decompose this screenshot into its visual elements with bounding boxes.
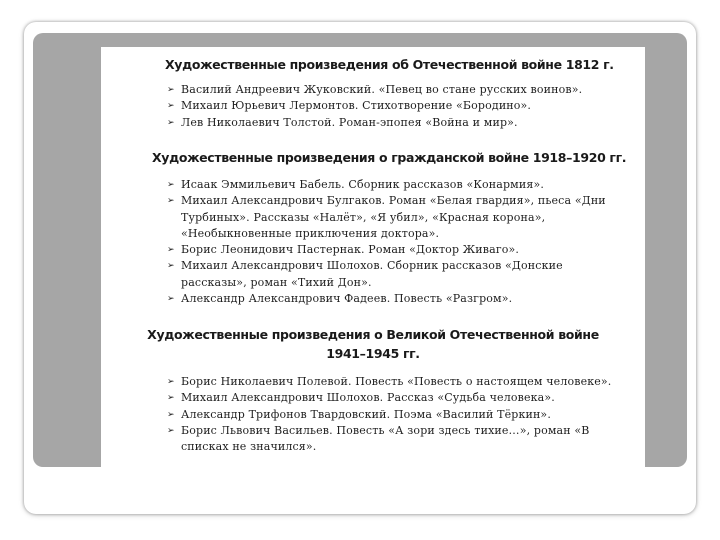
list-item <box>101 258 645 291</box>
section-civil-war <box>101 149 645 307</box>
list-item <box>101 423 645 456</box>
list-item-text: Александр Александрович Фадеев. Повесть «Разгром». <box>181 292 513 306</box>
list-item-text: Михаил Александрович Шолохов. Сборник рассказов «Донские рассказы», роман «Тихий Дон». <box>181 259 563 289</box>
arrow-bullet-icon: ➢ <box>167 425 175 436</box>
list-item <box>101 291 645 307</box>
works-list <box>101 177 645 307</box>
list-item-text: Борис Львович Васильев. Повесть «А зори здесь тихие…», роман «В списках не значился». <box>181 423 590 454</box>
arrow-bullet-icon: ➢ <box>167 409 175 420</box>
arrow-bullet-icon: ➢ <box>167 393 175 404</box>
list-item <box>101 115 645 131</box>
list-item <box>101 242 645 258</box>
list-item-text: Борис Николаевич Полевой. Повесть «Повесть о настоящем человеке». <box>181 375 612 388</box>
arrow-bullet-icon: ➢ <box>167 377 175 387</box>
section-title-line-1: Художественные произведения о Великой Отечественной войне <box>147 327 599 342</box>
arrow-bullet-icon: ➢ <box>167 101 175 112</box>
list-item-text: Лев Николаевич Толстой. Роман-эпопея «Война и мир». <box>181 115 518 129</box>
arrow-bullet-icon: ➢ <box>167 196 175 207</box>
list-item <box>101 193 645 242</box>
list-item-text: Василий Андреевич Жуковский. «Певец во стане русских воинов». <box>181 83 583 96</box>
list-item <box>101 177 645 193</box>
arrow-bullet-icon: ➢ <box>167 117 175 128</box>
works-list <box>101 374 645 455</box>
section-1812 <box>101 56 645 131</box>
document-page <box>101 47 645 467</box>
section-great-patriotic-war <box>101 325 645 455</box>
list-item-text: Михаил Александрович Булгаков. Роман «Белая гвардия», пьеса «Дни Турбиных». Рассказы «Налёт», «Я убил», «Красная корона», «Необыкновенные приключения доктора». <box>181 194 606 240</box>
section-title: Художественные произведения о гражданской войне 1918–1920 гг. <box>152 150 627 165</box>
list-item-text: Борис Леонидович Пастернак. Роман «Доктор Живаго». <box>181 243 520 257</box>
works-list <box>101 82 645 131</box>
list-item <box>101 390 645 406</box>
section-title-line-2: 1941–1945 гг. <box>326 346 420 361</box>
list-item <box>101 98 645 114</box>
list-item-text: Михаил Юрьевич Лермонтов. Стихотворение «Бородино». <box>181 99 532 113</box>
arrow-bullet-icon: ➢ <box>167 180 175 190</box>
arrow-bullet-icon: ➢ <box>167 85 175 95</box>
list-item-text: Исаак Эммильевич Бабель. Сборник рассказов «Конармия». <box>181 178 544 191</box>
list-item-text: Михаил Александрович Шолохов. Рассказ «Судьба человека». <box>181 391 555 405</box>
list-item <box>101 374 645 390</box>
list-item-text: Александр Трифонов Твардовский. Поэма «Василий Тёркин». <box>181 407 551 421</box>
list-item <box>101 407 645 423</box>
arrow-bullet-icon: ➢ <box>167 245 175 256</box>
list-item <box>101 82 645 98</box>
arrow-bullet-icon: ➢ <box>167 261 175 272</box>
arrow-bullet-icon: ➢ <box>167 294 175 305</box>
section-title: Художественные произведения об Отечественной войне 1812 г. <box>165 57 614 72</box>
